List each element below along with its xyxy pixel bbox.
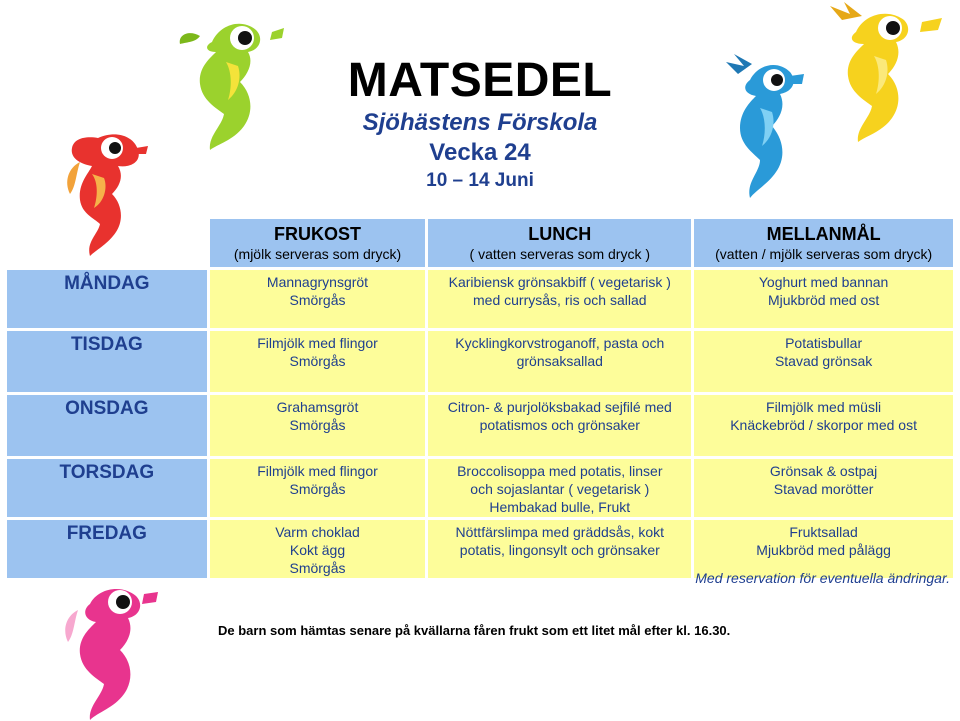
frukost-cell [210, 395, 426, 456]
menu-line: Filmjölk med flingor [257, 335, 378, 351]
column-title: LUNCH [528, 224, 592, 244]
column-note: (vatten / mjölk serveras som dryck) [715, 246, 933, 262]
menu-line: Yoghurt med bannan [758, 274, 889, 290]
seahorse-blue-icon [720, 52, 810, 202]
column-title: MELLANMÅL [766, 224, 881, 244]
menu-line: Stavad grönsak [774, 353, 873, 369]
menu-line: Smörgås [289, 292, 346, 308]
reservation-note: Med reservation för eventuella ändringar. [695, 570, 950, 586]
title-block [300, 54, 660, 194]
frukost-cell [210, 331, 426, 392]
menu-line: Smörgås [289, 481, 346, 497]
menu-line: Kycklingkorvstroganoff, pasta och [455, 335, 665, 351]
column-title: FRUKOST [274, 224, 361, 244]
menu-line: Karibiensk grönsakbiff ( vegetarisk ) [448, 274, 671, 290]
table-row [7, 270, 953, 328]
table-row [7, 331, 953, 392]
footer-note: De barn som hämtas senare på kvällarna fåren frukt som ett litet mål efter kl. 16.30. [218, 623, 731, 638]
column-header-lunch [428, 219, 691, 267]
menu-line: Varm choklad [275, 524, 360, 540]
menu-line: Knäckebröd / skorpor med ost [730, 417, 917, 433]
menu-line: Citron- & purjolöksbakad sejfilé med [447, 399, 672, 415]
mellanmal-cell [694, 331, 953, 392]
day-label: TISDAG [7, 331, 207, 392]
table-row [7, 459, 953, 517]
lunch-cell [428, 270, 691, 328]
menu-line: potatismos och grönsaker [479, 417, 640, 433]
menu-line: Broccolisoppa med potatis, linser [457, 463, 663, 479]
menu-line: Nöttfärslimpa med gräddsås, kokt [455, 524, 665, 540]
menu-line: grönsaksallad [516, 353, 603, 369]
menu-line: Hembakad bulle, Frukt [489, 499, 631, 515]
column-note: (mjölk serveras som dryck) [233, 246, 402, 262]
header-row [7, 219, 953, 267]
lunch-cell [428, 520, 691, 578]
seahorse-green-icon [176, 12, 286, 152]
menu-line: Smörgås [289, 417, 346, 433]
frukost-cell [210, 270, 426, 328]
week-number: Vecka 24 [429, 139, 531, 166]
header-empty-cell [7, 219, 207, 267]
menu-line: med currysås, ris och sallad [473, 292, 647, 308]
lunch-cell [428, 395, 691, 456]
menu-line: Potatisbullar [785, 335, 863, 351]
mellanmal-cell [694, 270, 953, 328]
menu-line: och sojaslantar ( vegetarisk ) [470, 481, 650, 497]
day-label: TORSDAG [7, 459, 207, 517]
day-label: ONSDAG [7, 395, 207, 456]
column-header-mellanmal [694, 219, 953, 267]
mellanmal-cell [694, 395, 953, 456]
page-title: MATSEDEL [347, 54, 613, 107]
day-label: FREDAG [7, 520, 207, 578]
column-note: ( vatten serveras som dryck ) [469, 246, 651, 262]
day-label: MÅNDAG [7, 270, 207, 328]
date-range: 10 – 14 Juni [426, 170, 534, 191]
menu-line: potatis, lingonsylt och grönsaker [459, 542, 660, 558]
frukost-cell [210, 520, 426, 578]
lunch-cell [428, 331, 691, 392]
table-row [7, 395, 953, 456]
menu-table [4, 216, 956, 581]
menu-line: Grahamsgröt [276, 399, 359, 415]
column-header-frukost [210, 219, 426, 267]
school-name: Sjöhästens Förskola [362, 109, 598, 136]
menu-line: Filmjölk med flingor [257, 463, 378, 479]
menu-line: Smörgås [289, 560, 346, 576]
menu-line: Stavad morötter [773, 481, 874, 497]
menu-line: Mjukbröd med ost [767, 292, 880, 308]
mellanmal-cell [694, 459, 953, 517]
lunch-cell [428, 459, 691, 517]
frukost-cell [210, 459, 426, 517]
menu-line: Filmjölk med müsli [766, 399, 882, 415]
menu-line: Mannagrynsgröt [266, 274, 369, 290]
menu-line: Fruktsallad [789, 524, 858, 540]
menu-line: Grönsak & ostpaj [769, 463, 878, 479]
menu-line: Smörgås [289, 353, 346, 369]
menu-line: Mjukbröd med pålägg [756, 542, 891, 558]
menu-line: Kokt ägg [289, 542, 346, 558]
seahorse-yellow-icon [812, 2, 952, 142]
seahorse-pink-icon [52, 580, 162, 720]
